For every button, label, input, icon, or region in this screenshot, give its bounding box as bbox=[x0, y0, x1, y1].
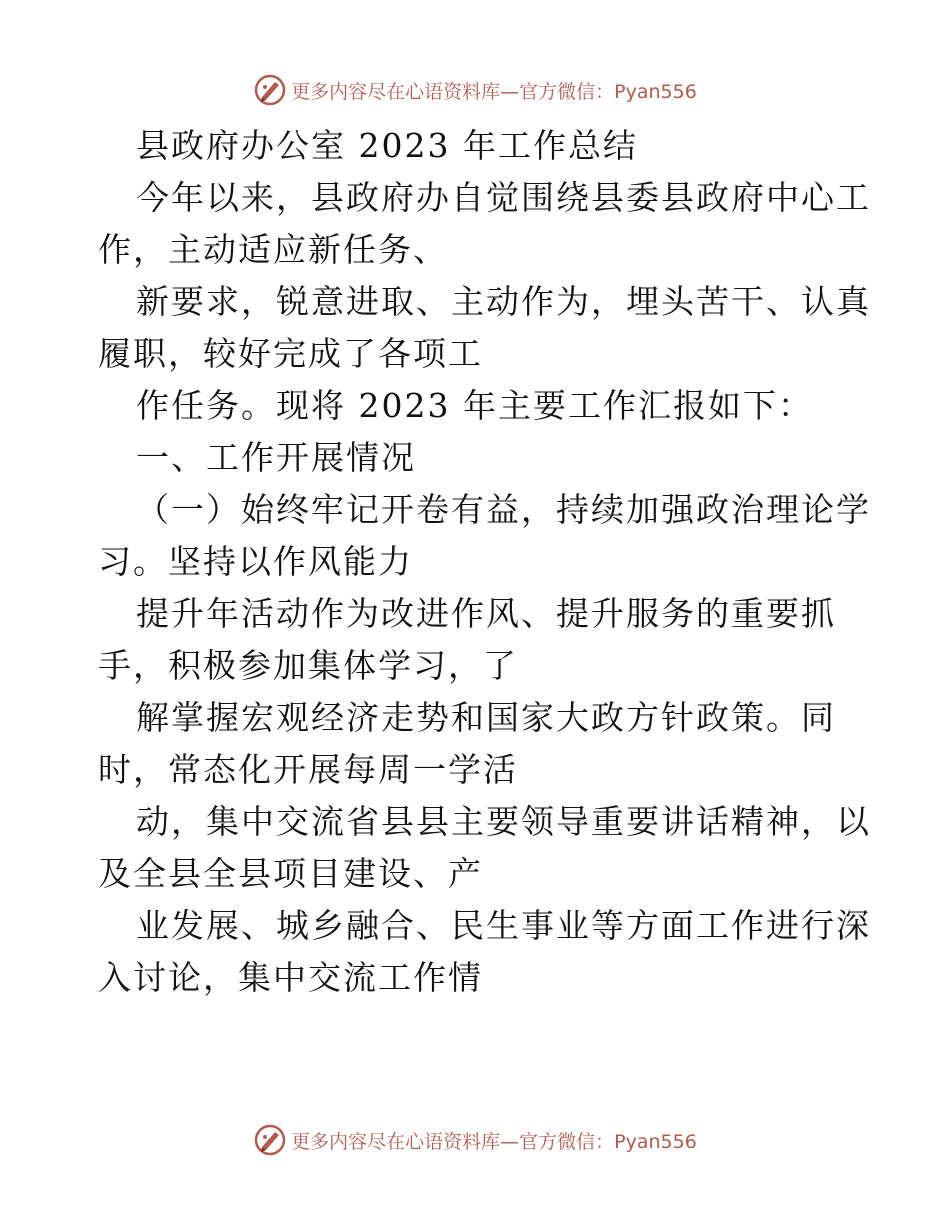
text-line: 手，积极参加集体学习，了 bbox=[98, 646, 518, 685]
pen-seal-icon bbox=[253, 1123, 287, 1157]
document-body bbox=[98, 120, 871, 1004]
text-line: 履职，较好完成了各项工 bbox=[98, 334, 483, 373]
text-line: 习。坚持以作风能力 bbox=[98, 542, 413, 581]
text-line: 解掌握宏观经济走势和国家大政方针政策。同 bbox=[136, 698, 836, 737]
text-line: 及全县全县项目建设、产 bbox=[98, 854, 483, 893]
text-line: 入讨论，集中交流工作情 bbox=[98, 958, 483, 997]
watermark-text: 更多内容尽在心语资料库—官方微信：Pyan556 bbox=[291, 1130, 697, 1153]
text-line: 动，集中交流省县县主要领导重要讲话精神，以 bbox=[136, 802, 871, 841]
header-watermark bbox=[0, 72, 950, 108]
text-line: （一）始终牢记开卷有益，持续加强政治理论学 bbox=[136, 490, 871, 529]
text-line: 今年以来，县政府办自觉围绕县委县政府中心工 bbox=[136, 178, 871, 217]
text-line: 新要求，锐意进取、主动作为，埋头苦干、认真 bbox=[136, 282, 871, 321]
watermark-text: 更多内容尽在心语资料库—官方微信：Pyan556 bbox=[291, 80, 697, 103]
text-line: 业发展、城乡融合、民生事业等方面工作进行深 bbox=[136, 906, 871, 945]
text-line: 一、工作开展情况 bbox=[136, 438, 416, 477]
text-line: 作，主动适应新任务、 bbox=[98, 230, 448, 269]
footer-watermark bbox=[0, 1122, 950, 1158]
text-line: 时，常态化开展每周一学活 bbox=[98, 750, 518, 789]
text-line: 提升年活动作为改进作风、提升服务的重要抓 bbox=[136, 594, 836, 633]
pen-seal-icon bbox=[253, 73, 287, 107]
document-title: 县政府办公室 2023 年工作总结 bbox=[136, 126, 638, 165]
text-line: 作任务。现将 2023 年主要工作汇报如下： bbox=[136, 386, 813, 425]
